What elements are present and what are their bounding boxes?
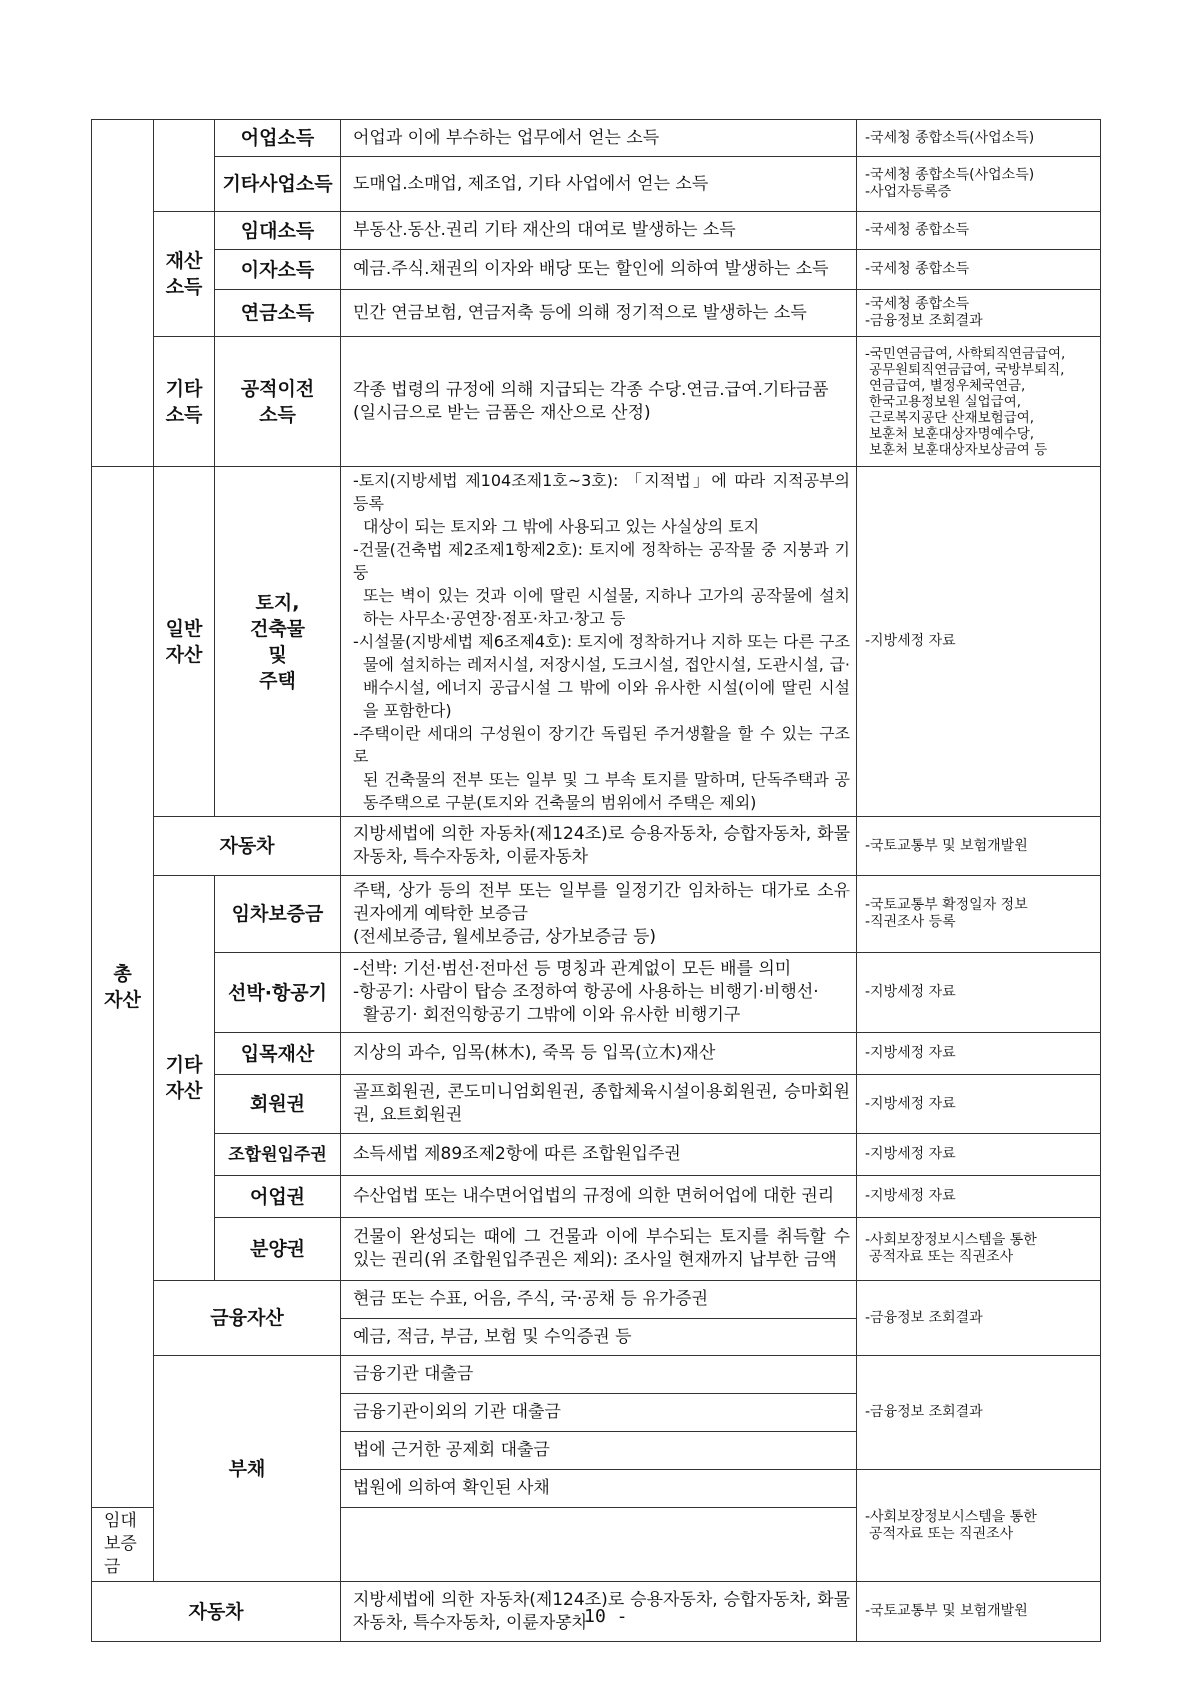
row-description: 지방세법에 의한 자동차(제124조)로 승용자동차, 승합자동차, 화물자동차, 특수자동차, 이륜자동차 <box>341 817 857 876</box>
row-description: 주택, 상가 등의 전부 또는 일부를 일정기간 임차하는 대가로 소유권자에게 예탁한 보증금 (전세보증금, 월세보증금, 상가보증금 등) <box>341 876 857 953</box>
row-label: 선박·항공기 <box>215 953 341 1033</box>
row-label: 임차보증금 <box>215 876 341 953</box>
row-description: 수산업법 또는 내수면어업법의 규정에 의한 면허어업에 대한 권리 <box>341 1176 857 1218</box>
row-label: 임대소득 <box>215 212 341 250</box>
table-row <box>92 876 1101 953</box>
row-label: 공적이전 소득 <box>215 337 341 467</box>
row-description: 부동산.동산.권리 기타 재산의 대여로 발생하는 소득 <box>341 212 857 250</box>
row-description: 민간 연금보험, 연금저축 등에 의해 정기적으로 발생하는 소득 <box>341 290 857 337</box>
row-source: -지방세정 자료 <box>857 1176 1101 1218</box>
table-row <box>92 290 1101 337</box>
row-source: -지방세정 자료 <box>857 953 1101 1033</box>
page-number: - 10 - <box>562 1606 628 1627</box>
row-label: 분양권 <box>215 1218 341 1281</box>
row-description: 법원에 의하여 확인된 사채 <box>341 1470 857 1508</box>
row-label: 어업권 <box>215 1176 341 1218</box>
row-description: 도매업.소매업, 제조업, 기타 사업에서 얻는 소득 <box>341 157 857 212</box>
row-label: 회원권 <box>215 1075 341 1134</box>
row-label: 토지, 건축물 및 주택 <box>215 467 341 817</box>
row-source: -지방세정 자료 <box>857 1033 1101 1075</box>
row-label: 어업소득 <box>215 120 341 157</box>
table-row <box>92 157 1101 212</box>
row-description: 금융기관 대출금 <box>341 1356 857 1394</box>
row-description: 지상의 과수, 임목(林木), 죽목 등 입목(立木)재산 <box>341 1033 857 1075</box>
group-label-property-income: 재산 소득 <box>154 212 215 337</box>
table-row <box>92 337 1101 467</box>
table-row <box>92 817 1101 876</box>
group-label-other-income: 기타 소득 <box>154 337 215 467</box>
table-row <box>92 1075 1101 1134</box>
row-label: 입목재산 <box>215 1033 341 1075</box>
row-label: 이자소득 <box>215 250 341 290</box>
row-description: 각종 법령의 규정에 의해 지급되는 각종 수당.연금.급여.기타금품 (일시금으로 받는 금품은 재산으로 산정) <box>341 337 857 467</box>
row-source: -지방세정 자료 <box>857 467 1101 817</box>
row-source: -국토교통부 확정일자 정보 -직권조사 등록 <box>857 876 1101 953</box>
total-assets-label: 총 자산 <box>92 467 154 1508</box>
row-description: 임대보증금 <box>92 1508 154 1582</box>
table-row <box>92 1218 1101 1281</box>
table-row <box>92 953 1101 1033</box>
row-description: 예금, 적금, 부금, 보험 및 수익증권 등 <box>341 1319 857 1356</box>
table-row <box>92 250 1101 290</box>
row-source: -금융정보 조회결과 <box>857 1281 1101 1356</box>
row-description: 어업과 이에 부수하는 업무에서 얻는 소득 <box>341 120 857 157</box>
row-source: -국세청 종합소득 <box>857 212 1101 250</box>
row-description: 금융기관이외의 기관 대출금 <box>341 1394 857 1432</box>
business-income-group <box>154 120 215 212</box>
table-row <box>92 1281 1101 1319</box>
row-source: -지방세정 자료 <box>857 1134 1101 1176</box>
table-row <box>92 467 1101 817</box>
row-description: 건물이 완성되는 때에 그 건물과 이에 부수되는 토지를 취득할 수 있는 권리(위 조합원입주권은 제외): 조사일 현재까지 납부한 금액 <box>341 1218 857 1281</box>
row-source: -사회보장정보시스템을 통한 공적자료 또는 직권조사 <box>857 1218 1101 1281</box>
table-row <box>92 1176 1101 1218</box>
income-category-cell <box>92 120 154 467</box>
row-description: 골프회원권, 콘도미니엄회원권, 종합체육시설이용회원권, 승마회원권, 요트회원권 <box>341 1075 857 1134</box>
table-row <box>92 120 1101 157</box>
row-description: 소득세법 제89조제2항에 따른 조합원입주권 <box>341 1134 857 1176</box>
row-source: -사회보장정보시스템을 통한 공적자료 또는 직권조사 <box>857 1470 1101 1582</box>
row-source: -국세청 종합소득(사업소득) -사업자등록증 <box>857 157 1101 212</box>
row-source: -국세청 종합소득 -금융정보 조회결과 <box>857 290 1101 337</box>
row-label: 부채 <box>154 1356 341 1582</box>
row-description: -토지(지방세법 제104조제1호~3호): 「지적법」에 따라 지적공부의 등록 대상이 되는 토지와 그 밖에 사용되고 있는 사실상의 토지 -건물(건축법 제2조제1항제2호): 토지에 정착하는 공작물 중 지붕과 기둥 또는 벽이 있는 것과 이에 딸린 시설물, 지하나 고가의 공작물에 설치 하는 사무소·공연장·점포·차고·창고 등 -시설물(지방세법 제6조제4호): 토지에 정착하거나 지하 또는 다른 구조 물에 설치하는 레저시설, 저장시설, 도크시설, 접안시설, 도관시설, 급·배수시설, 에너지 공급시설 그 밖에 이와 유사한 시설(이에 딸린 시설을 포함한다) -주택이란 세대의 구성원이 장기간 독립된 주거생활을 할 수 있는 구조로 된 건축물의 전부 또는 일부 및 그 부속 토지를 말하며, 단독주택과 공동주택으로 구분(토지와 건축물의 범위에서 주택은 제외) <box>341 467 857 817</box>
row-description: 현금 또는 수표, 어음, 주식, 국·공채 등 유가증권 <box>341 1281 857 1319</box>
income-asset-table <box>91 119 1101 1642</box>
row-source: -국세청 종합소득 <box>857 250 1101 290</box>
table-row <box>92 1033 1101 1075</box>
row-label: 조합원입주권 <box>215 1134 341 1176</box>
row-source: -국토교통부 및 보험개발원 <box>857 817 1101 876</box>
row-label: 자동차 <box>154 817 341 876</box>
table-row <box>92 212 1101 250</box>
table-row <box>92 1356 1101 1394</box>
row-source: -금융정보 조회결과 <box>857 1356 1101 1470</box>
row-label: 기타사업소득 <box>215 157 341 212</box>
row-label: 자동차 <box>92 1582 341 1642</box>
row-description: -선박: 기선·범선·전마선 등 명칭과 관계없이 모든 배를 의미 -항공기: 사람이 탑승 조정하여 항공에 사용하는 비행기·비행선· 활공기· 회전익항공기 그밖에 이와 유사한 비행기구 <box>341 953 857 1033</box>
row-source: -국민연금급여, 사학퇴직연금급여, 공무원퇴직연금급여, 국방부퇴직, 연금급여, 별정우체국연금, 한국고용정보원 실업급여, 근로복지공단 산재보험급여, 보훈처 보훈대상자명예수당, 보훈처 보훈대상자보상금여 등 <box>857 337 1101 467</box>
row-source: -국토교통부 및 보험개발원 <box>857 1582 1101 1642</box>
row-description: 예금.주식.채권의 이자와 배당 또는 할인에 의하여 발생하는 소득 <box>341 250 857 290</box>
table-row <box>92 1134 1101 1176</box>
group-label-other-assets: 기타 자산 <box>154 876 215 1281</box>
row-label: 금융자산 <box>154 1281 341 1356</box>
group-label-general-assets: 일반 자산 <box>154 467 215 817</box>
row-description: 법에 근거한 공제회 대출금 <box>341 1432 857 1470</box>
row-description: 지방세법에 의한 자동차(제124조)로 승용자동차, 승합자동차, 화물자동차, 특수자동차, 이륜자동차 <box>341 1582 857 1642</box>
row-label: 연금소득 <box>215 290 341 337</box>
row-source: -국세청 종합소득(사업소득) <box>857 120 1101 157</box>
row-source: -지방세정 자료 <box>857 1075 1101 1134</box>
